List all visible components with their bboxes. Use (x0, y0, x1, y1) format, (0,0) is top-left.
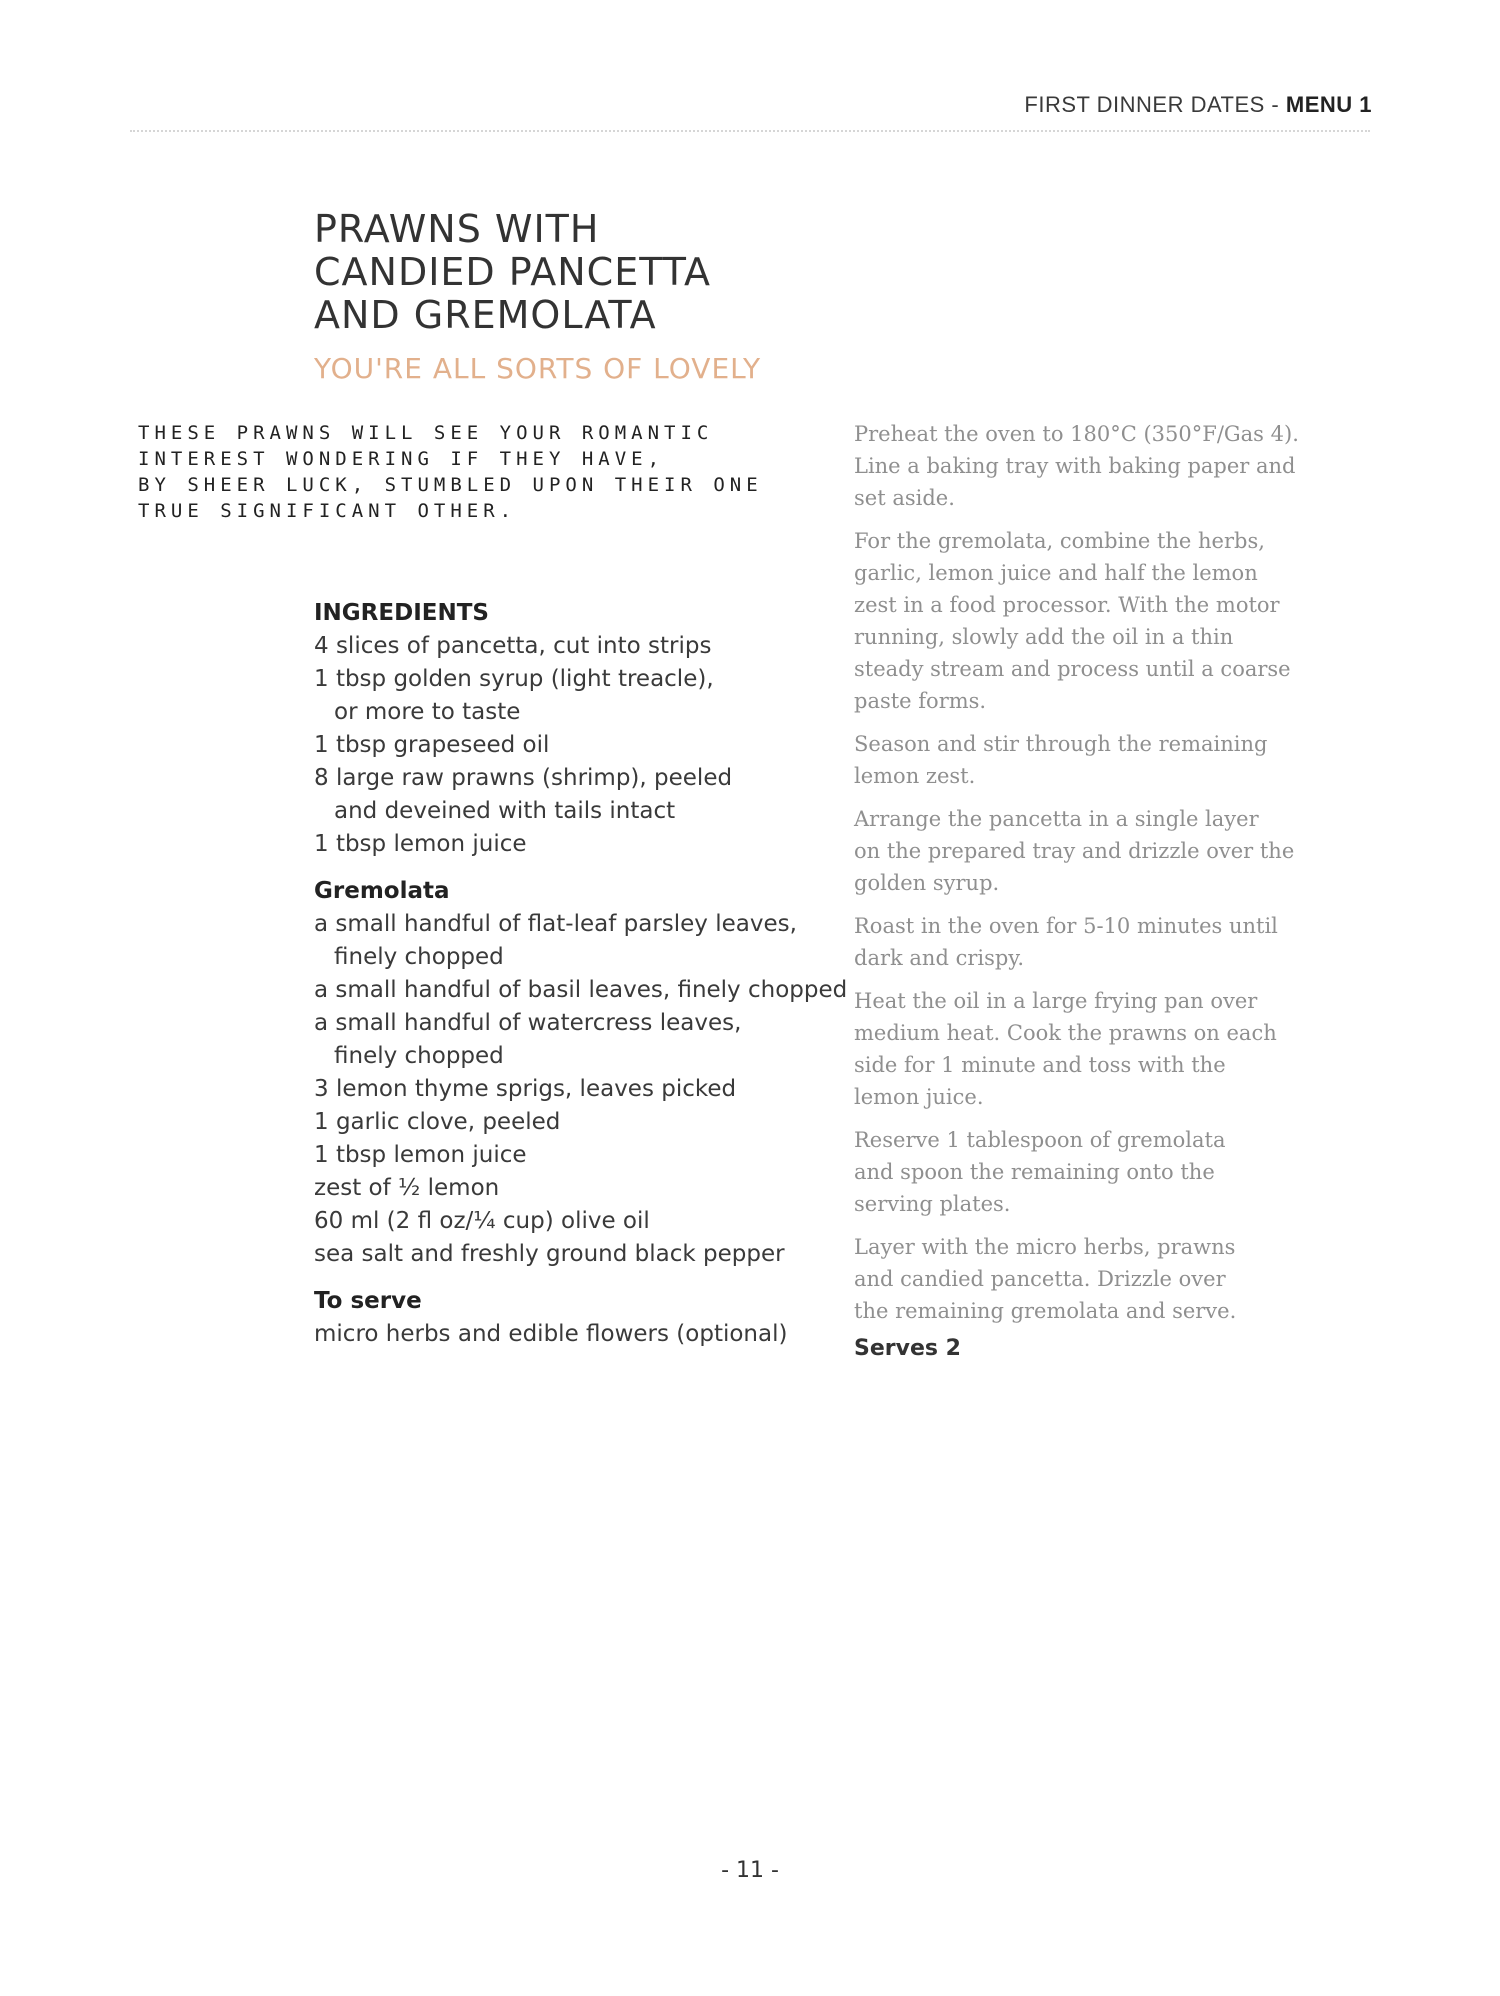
method-line: Line a baking tray with baking paper and (854, 454, 1296, 478)
method-step (854, 1124, 1374, 1220)
method-step (854, 728, 1374, 792)
method-steps (854, 418, 1374, 1338)
section-title: FIRST DINNER DATES - (1024, 92, 1286, 117)
intro-line: TRUE SIGNIFICANT OTHER. (138, 500, 517, 522)
method-line: Roast in the oven for 5-10 minutes until (854, 914, 1278, 938)
recipe-subtitle: YOU'RE ALL SORTS OF LOVELY (314, 352, 762, 385)
method-line: and candied pancetta. Drizzle over (854, 1267, 1226, 1291)
method-line: zest in a food processor. With the motor (854, 593, 1280, 617)
ingredient-item: 8 large raw prawns (shrimp), peeled (314, 765, 733, 791)
gremolata-item: finely chopped (334, 944, 504, 970)
gremolata-item: 1 garlic clove, peeled (314, 1109, 561, 1135)
ingredients-list (314, 597, 854, 1351)
recipe-title-line: PRAWNS WITH (314, 207, 600, 251)
ingredient-item: 4 slices of pancetta, cut into strips (314, 633, 712, 659)
gremolata-item: a small handful of flat-leaf parsley leaves, (314, 911, 797, 937)
method-line: lemon juice. (854, 1085, 984, 1109)
page-number: - 11 - (721, 1858, 779, 1883)
intro-line: INTEREST WONDERING IF THEY HAVE, (138, 448, 665, 470)
method-line: For the gremolata, combine the herbs, (854, 529, 1265, 553)
ingredient-item: 1 tbsp golden syrup (light treacle), (314, 666, 714, 692)
method-line: running, slowly add the oil in a thin (854, 625, 1234, 649)
method-line: Heat the oil in a large frying pan over (854, 989, 1258, 1013)
method-line: lemon zest. (854, 764, 976, 788)
running-header (1024, 92, 1372, 118)
gremolata-item: 3 lemon thyme sprigs, leaves picked (314, 1076, 737, 1102)
method-step (854, 803, 1374, 899)
method-step (854, 525, 1374, 717)
recipe-intro (138, 420, 778, 524)
method-line: Season and stir through the remaining (854, 732, 1268, 756)
method-line: side for 1 minute and toss with the (854, 1053, 1226, 1077)
gremolata-item: zest of ½ lemon (314, 1175, 500, 1201)
gremolata-item: 60 ml (2 fl oz/¼ cup) olive oil (314, 1208, 650, 1234)
gremolata-item: a small handful of watercress leaves, (314, 1010, 742, 1036)
ingredient-item: or more to taste (334, 699, 521, 725)
ingredient-item: 1 tbsp lemon juice (314, 831, 527, 857)
gremolata-heading: Gremolata (314, 878, 450, 904)
method-line: Reserve 1 tablespoon of gremolata (854, 1128, 1226, 1152)
serve-item: micro herbs and edible flowers (optional) (314, 1321, 788, 1347)
intro-line: THESE PRAWNS WILL SEE YOUR ROMANTIC (138, 422, 714, 444)
header-divider (130, 130, 1370, 132)
serves-count: Serves 2 (854, 1336, 961, 1361)
gremolata-item: sea salt and freshly ground black pepper (314, 1241, 785, 1267)
method-line: on the prepared tray and drizzle over the (854, 839, 1295, 863)
intro-line: BY SHEER LUCK, STUMBLED UPON THEIR ONE (138, 474, 763, 496)
method-line: paste forms. (854, 689, 987, 713)
method-line: garlic, lemon juice and half the lemon (854, 561, 1258, 585)
menu-label: MENU 1 (1285, 92, 1372, 117)
ingredient-item: 1 tbsp grapeseed oil (314, 732, 550, 758)
recipe-title-line: AND GREMOLATA (314, 293, 657, 337)
method-line: Layer with the micro herbs, prawns (854, 1235, 1236, 1259)
method-line: the remaining gremolata and serve. (854, 1299, 1237, 1323)
method-line: dark and crispy. (854, 946, 1025, 970)
method-line: and spoon the remaining onto the (854, 1160, 1215, 1184)
gremolata-item: 1 tbsp lemon juice (314, 1142, 527, 1168)
method-step (854, 985, 1374, 1113)
ingredient-item: and deveined with tails intact (334, 798, 676, 824)
method-step (854, 1231, 1374, 1327)
gremolata-item: a small handful of basil leaves, finely chopped (314, 977, 848, 1003)
to-serve-heading: To serve (314, 1288, 422, 1314)
recipe-title-line: CANDIED PANCETTA (314, 250, 712, 294)
method-line: medium heat. Cook the prawns on each (854, 1021, 1277, 1045)
method-line: Arrange the pancetta in a single layer (854, 807, 1259, 831)
method-line: golden syrup. (854, 871, 1000, 895)
method-line: steady stream and process until a coarse (854, 657, 1291, 681)
method-line: Preheat the oven to 180°C (350°F/Gas 4). (854, 422, 1299, 446)
method-step (854, 910, 1374, 974)
method-step (854, 418, 1374, 514)
ingredients-heading: INGREDIENTS (314, 600, 489, 626)
method-line: serving plates. (854, 1192, 1011, 1216)
recipe-title (314, 208, 711, 337)
method-line: set aside. (854, 486, 955, 510)
gremolata-item: finely chopped (334, 1043, 504, 1069)
